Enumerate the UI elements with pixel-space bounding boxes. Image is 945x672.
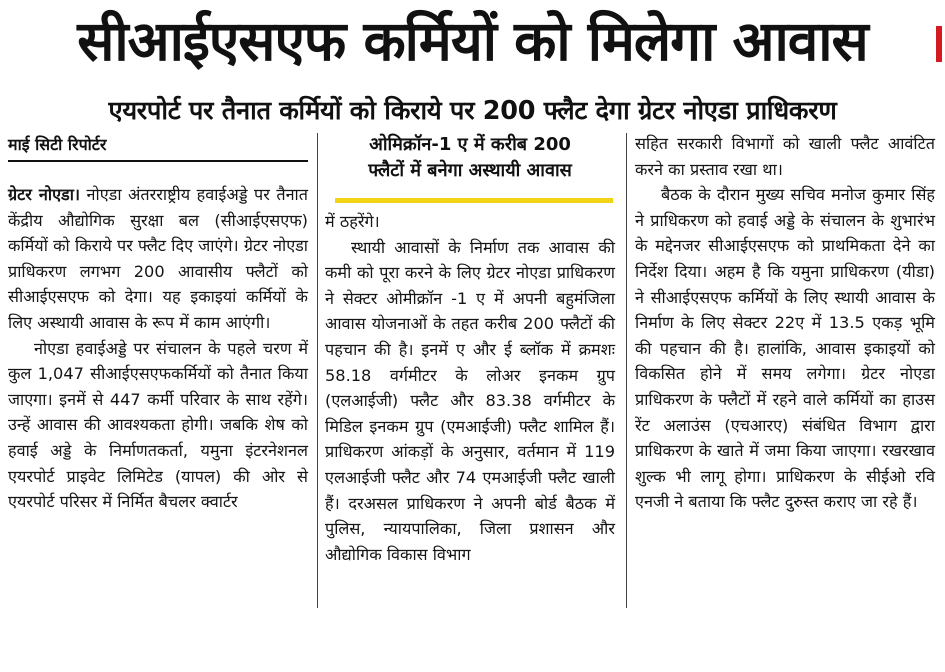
column-divider-2 (626, 133, 627, 608)
column-divider-1 (317, 133, 318, 608)
callout-line-1: ओमिक्रॉन-1 ए में करीब 200 (369, 134, 571, 155)
column-1-paragraph-1-text: नोएडा अंतरराष्ट्रीय हवाईअड्डे पर तैनात केंद्रीय औद्योगिक सुरक्षा बल (सीआईएसएफ) कर्मियों को किराये पर फ्लैट दिए जाएंगे। ग्रेटर नोएडा प्राधिकरण लगभग 200 आवासीय फ्लैटों को सीआईएसएफ को देगा। यह इकाइयां कर्मियों के लिए अस्थायी आवास के रूप में काम आएंगी। (8, 185, 308, 332)
column-3-paragraph-2: बैठक के दौरान मुख्य सचिव मनोज कुमार सिंह ने प्राधिकरण को हवाई अड्डे के संचालन के शुभारंभ के मद्देनजर सीआईएसएफ को प्राथमिकता देने का निर्देश दिया। अहम है कि यमुना प्राधिकरण (यीडा) ने सीआईएसएफ कर्मियों के लिए स्थायी आवास के निर्माण के लिए सेक्टर 22ए में 13.5 एकड़ भूमि की पहचान की है। हालांकि, आवास इकाइयों को विकसित होने में समय लगेगा। ग्रेटर नोएडा प्राधिकरण के फ्लैटों में रहने वाले कर्मियों का हाउस रेंट अलाउंस (एचआरए) संबंधित विभाग द्वारा प्राधिकरण के खाते में जमा किया जाएगा। रखरखाव शुल्क भी लागू होगा। प्राधिकरण के सीईओ रवि एनजी ने बताया कि फ्लैट दुरुस्त कराए जा रहे हैं। (635, 185, 935, 512)
column-1-paragraph-1 (8, 182, 308, 336)
headline: सीआईएसएफ कर्मियों को मिलेगा आवास (77, 9, 868, 73)
column-2-paragraph-2: स्थायी आवासों के निर्माण तक आवास की कमी को पूरा करने के लिए ग्रेटर नोएडा प्राधिकरण ने सेक्टर ओमीक्रॉन -1 ए में अपनी बहुमंजिला आवास योजनाओं के तहत करीब 200 फ्लैटों की पहचान की है। इनमें ए और ई ब्लॉक में क्रमशः 58.18 वर्गमीटर के लोअर इनकम ग्रुप (एलआईजी) फ्लैट और 83.38 वर्गमीटर के मिडिल इनकम ग्रुप (एमआईजी) फ्लैट शामिल हैं। प्राधिकरण आंकड़ों के अनुसार, वर्तमान में 119 एलआईजी फ्लैट और 74 एमआईजी फ्लैट खाली हैं। दरअसल प्राधिकरण ने अपनी बोर्ड बैठक में पुलिस, न्यायपालिका, जिला प्रशासन और औद्योगिक विकास विभाग (325, 237, 615, 564)
article-column-3 (635, 131, 935, 515)
accent-bar (936, 26, 942, 62)
article-column-2 (325, 209, 615, 567)
byline-underline (8, 160, 308, 162)
column-3-paragraph-1: सहित सरकारी विभागों को खाली फ्लैट आवंटित करने का प्रस्ताव रखा था। (635, 134, 935, 179)
byline: माई सिटी रिपोर्टर (8, 135, 107, 154)
dateline: ग्रेटर नोएडा। (8, 185, 81, 204)
column-1-paragraph-2: नोएडा हवाईअड्डे पर संचालन के पहले चरण में कुल 1,047 सीआईएसएफकर्मियों को तैनात किया जाएगा। इनमें से 447 कर्मी परिवार के साथ रहेंगे। उन्हें आवास की आवश्यकता होगी। जबकि शेष को हवाई अड्डे के निर्माणतकर्ता, यमुना इंटरनेशनल एयरपोर्ट प्राइवेट लिमिटेड (यापल) की ओर से एयरपोर्ट परिसर में निर्मित बैचलर क्वार्टर (8, 338, 308, 512)
callout-line-2: फ्लैटों में बनेगा अस्थायी आवास (368, 160, 572, 181)
subheadline: एयरपोर्ट पर तैनात कर्मियों को किराये पर 200 फ्लैट देगा ग्रेटर नोएडा प्राधिकरण (108, 96, 837, 126)
callout-underline (335, 198, 613, 203)
callout-box (325, 132, 615, 184)
column-2-paragraph-1: में ठहरेंगे। (325, 212, 380, 231)
article-column-1 (8, 182, 308, 515)
